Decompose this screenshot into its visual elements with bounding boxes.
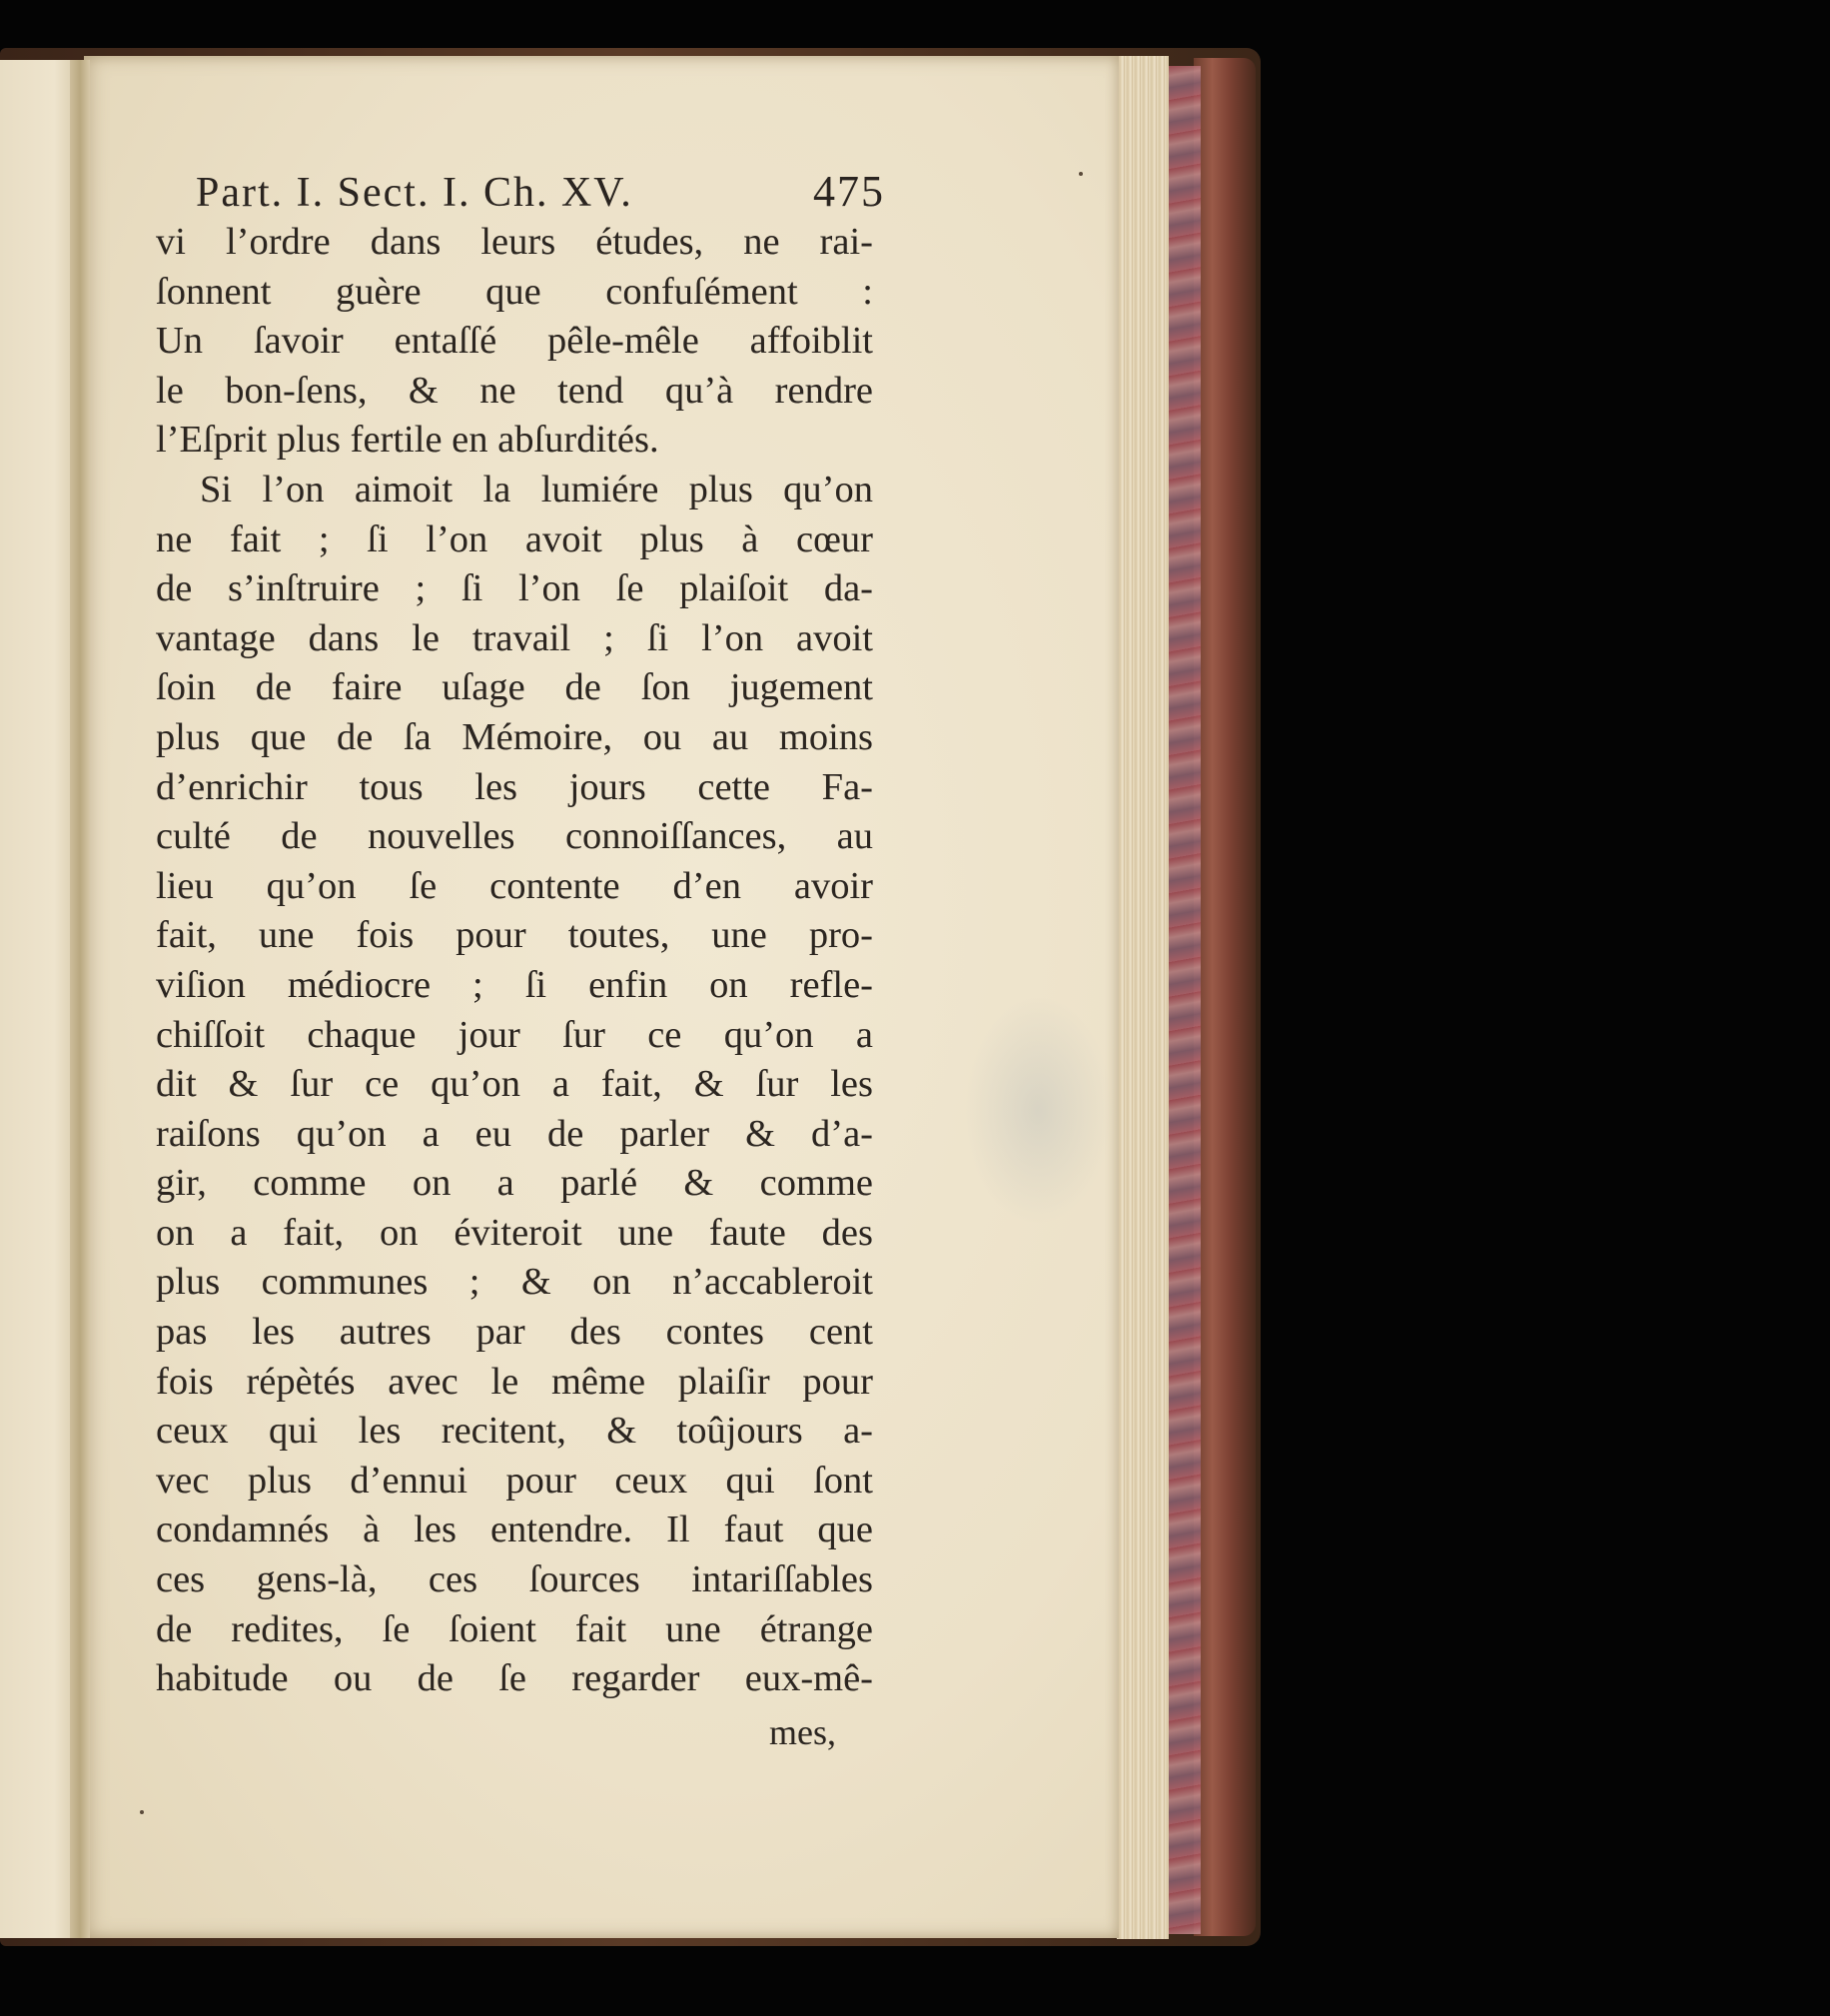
text-line: dit & ſur ce qu’on a fait, & ſur les xyxy=(156,1063,873,1106)
text-line: viſion médiocre ; ſi enfin on refle- xyxy=(156,963,873,1006)
page-number: 475 xyxy=(813,167,885,216)
text-line: vantage dans le travail ; ſi l’on avoit xyxy=(156,616,873,659)
text-line: de s’inſtruire ; ſi l’on ſe plaiſoit da- xyxy=(156,567,873,610)
catchword: mes, xyxy=(769,1712,836,1752)
text-line: plus communes ; & on n’accableroit xyxy=(156,1261,873,1304)
text-line: ſoin de faire uſage de ſon jugement xyxy=(156,666,873,709)
text-line: condamnés à les entendre. Il faut que xyxy=(156,1509,873,1551)
text-line: Un ſavoir entaſſé pêle-mêle affoiblit xyxy=(156,320,873,363)
text-line: culté de nouvelles connoiſſances, au xyxy=(156,815,873,858)
page-stack-edge xyxy=(1117,56,1169,1939)
text-line: pas les autres par des contes cent xyxy=(156,1311,873,1354)
left-facing-page xyxy=(0,60,78,1938)
text-line: vec plus d’ennui pour ceux qui ſont xyxy=(156,1459,873,1502)
text-line: raiſons qu’on a eu de parler & d’a- xyxy=(156,1112,873,1155)
text-line: ceux qui les recitent, & toûjours a- xyxy=(156,1410,873,1453)
text-line: gir, comme on a parlé & comme xyxy=(156,1162,873,1205)
book-spine-edge xyxy=(1194,58,1256,1936)
show-through-stain xyxy=(963,995,1113,1225)
page-gutter xyxy=(70,60,90,1938)
text-line: ſonnent guère que confuſément : xyxy=(156,270,873,313)
text-line: ne fait ; ſi l’on avoit plus à cœur xyxy=(156,517,873,560)
text-line: fait, une fois pour toutes, une pro- xyxy=(156,914,873,957)
text-line: le bon-ſens, & ne tend qu’à rendre xyxy=(156,369,873,412)
text-line: chiſſoit chaque jour ſur ce qu’on a xyxy=(156,1013,873,1056)
text-line: habitude ou de ſe regarder eux-mê- xyxy=(156,1657,873,1700)
text-line: on a fait, on éviteroit une faute des xyxy=(156,1211,873,1254)
running-head-title: Part. I. Sect. I. Ch. XV. xyxy=(196,170,633,216)
marbled-page-edge xyxy=(1167,66,1201,1934)
running-head xyxy=(196,166,885,217)
body-text xyxy=(156,218,873,1704)
ink-speck xyxy=(140,1810,144,1814)
text-line: l’Eſprit plus fertile en abſurdités. xyxy=(156,419,659,462)
text-line: fois répètés avec le même plaiſir pour xyxy=(156,1360,873,1403)
text-line: lieu qu’on ſe contente d’en avoir xyxy=(156,864,873,907)
text-line: de redites, ſe ſoient fait une étrange xyxy=(156,1607,873,1650)
ink-speck xyxy=(1079,172,1083,176)
text-line: d’enrichir tous les jours cette Fa- xyxy=(156,765,873,808)
text-line: vi l’ordre dans leurs études, ne rai- xyxy=(156,221,873,263)
text-line: Si l’on aimoit la lumiére plus qu’on xyxy=(200,468,873,510)
text-line: ces gens-là, ces ſources intariſſables xyxy=(156,1558,873,1601)
text-line: plus que de ſa Mémoire, ou au moins xyxy=(156,715,873,758)
